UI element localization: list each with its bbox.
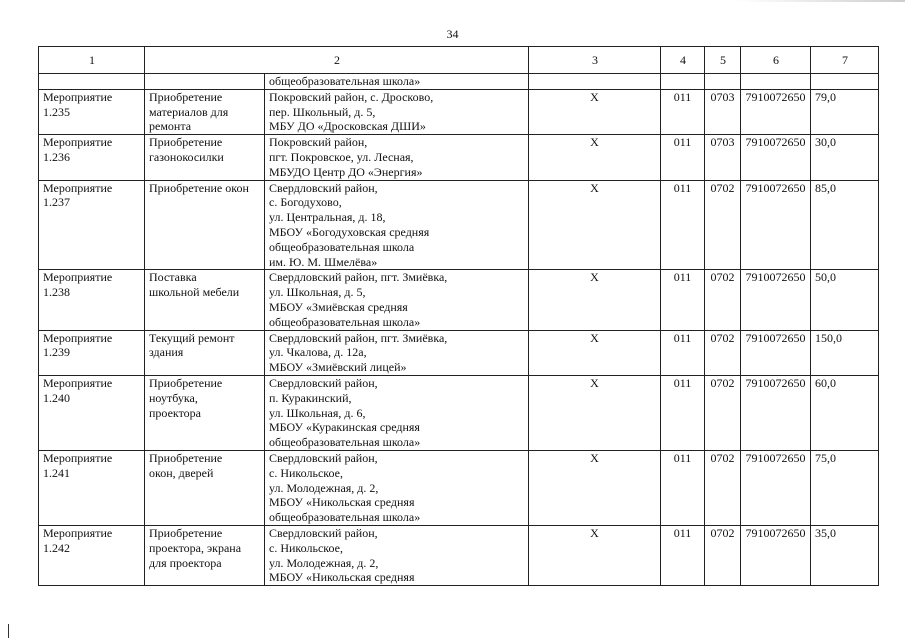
col3-cell: Х [529,270,661,330]
section-code-cell: 0702 [705,450,741,525]
code-011-cell: 011 [661,180,705,270]
code-011-cell: 011 [661,270,705,330]
address-cell: Свердловский район, с. Богодухово, ул. Центральная, д. 18, МБОУ «Богодуховская средняя общеобразовательная школа им. Ю. М. Шмелёва» [265,180,529,270]
target-article-cell: 7910072650 [741,89,811,134]
table-row [39,375,879,450]
col3-cell: Х [529,375,661,450]
header-col-7: 7 [811,47,879,74]
amount-cell: 150,0 [811,330,879,375]
measure-cell: Мероприятие 1.238 [39,270,145,330]
header-col-5: 5 [705,47,741,74]
table-row [39,525,879,585]
header-col-3: 3 [529,47,661,74]
amount-cell: 75,0 [811,450,879,525]
measure-cell: Мероприятие 1.241 [39,450,145,525]
continuation-row [39,74,879,90]
section-code-cell: 0702 [705,375,741,450]
target-article-cell: 7910072650 [741,330,811,375]
code-011-cell: 011 [661,330,705,375]
continuation-address: общеобразовательная школа» [265,74,529,90]
address-cell: Свердловский район, с. Никольское, ул. Молодежная, д. 2, МБОУ «Никольская средняя общеобразовательная школа» [265,450,529,525]
item-name-cell: Текущий ремонт здания [145,330,265,375]
section-code-cell: 0703 [705,89,741,134]
code-011-cell: 011 [661,375,705,450]
header-col-6: 6 [741,47,811,74]
code-011-cell: 011 [661,525,705,585]
header-col-1: 1 [39,47,145,74]
amount-cell: 50,0 [811,270,879,330]
amount-cell: 79,0 [811,89,879,134]
item-name-cell: Приобретение окон [145,180,265,270]
address-cell: Покровский район, пгт. Покровское, ул. Лесная, МБУДО Центр ДО «Энергия» [265,135,529,180]
code-011-cell: 011 [661,135,705,180]
table-row [39,330,879,375]
target-article-cell: 7910072650 [741,450,811,525]
table-row [39,450,879,525]
target-article-cell: 7910072650 [741,375,811,450]
amount-cell: 30,0 [811,135,879,180]
section-code-cell: 0702 [705,270,741,330]
address-cell: Свердловский район, пгт. Змиёвка, ул. Школьная, д. 5, МБОУ «Змиёвская средняя общеобразовательная школа» [265,270,529,330]
address-cell: Свердловский район, пгт. Змиёвка, ул. Чкалова, д. 12а, МБОУ «Змиёвский лицей» [265,330,529,375]
target-article-cell: 7910072650 [741,525,811,585]
section-code-cell: 0703 [705,135,741,180]
scan-margin-mark [8,624,9,638]
measure-cell: Мероприятие 1.235 [39,89,145,134]
section-code-cell: 0702 [705,330,741,375]
header-col-2: 2 [145,47,529,74]
address-cell: Свердловский район, п. Куракинский, ул. Школьная, д. 6, МБОУ «Куракинская средняя общеобразовательная школа» [265,375,529,450]
target-article-cell: 7910072650 [741,180,811,270]
measure-cell: Мероприятие 1.240 [39,375,145,450]
table-header-row [39,47,879,74]
col3-cell: Х [529,330,661,375]
scan-edge-artifact [735,0,905,2]
table-row [39,135,879,180]
measures-table [38,46,879,586]
table-row [39,270,879,330]
target-article-cell: 7910072650 [741,270,811,330]
item-name-cell: Поставка школьной мебели [145,270,265,330]
item-name-cell: Приобретение окон, дверей [145,450,265,525]
amount-cell: 35,0 [811,525,879,585]
amount-cell: 85,0 [811,180,879,270]
measure-cell: Мероприятие 1.239 [39,330,145,375]
target-article-cell: 7910072650 [741,135,811,180]
page-number: 34 [446,27,459,41]
item-name-cell: Приобретение ноутбука, проектора [145,375,265,450]
code-011-cell: 011 [661,450,705,525]
col3-cell: Х [529,89,661,134]
measure-cell: Мероприятие 1.242 [39,525,145,585]
col3-cell: Х [529,180,661,270]
item-name-cell: Приобретение материалов для ремонта [145,89,265,134]
item-name-cell: Приобретение проектора, экрана для проектора [145,525,265,585]
address-cell: Покровский район, с. Дросково, пер. Школьный, д. 5, МБУ ДО «Дросковская ДШИ» [265,89,529,134]
col3-cell: Х [529,450,661,525]
table-row [39,89,879,134]
code-011-cell: 011 [661,89,705,134]
section-code-cell: 0702 [705,180,741,270]
measure-cell: Мероприятие 1.236 [39,135,145,180]
address-cell: Свердловский район, с. Никольское, ул. Молодежная, д. 2, МБОУ «Никольская средняя [265,525,529,585]
measure-cell: Мероприятие 1.237 [39,180,145,270]
col3-cell: Х [529,525,661,585]
header-col-4: 4 [661,47,705,74]
col3-cell: Х [529,135,661,180]
amount-cell: 60,0 [811,375,879,450]
section-code-cell: 0702 [705,525,741,585]
item-name-cell: Приобретение газонокосилки [145,135,265,180]
table-row [39,180,879,270]
